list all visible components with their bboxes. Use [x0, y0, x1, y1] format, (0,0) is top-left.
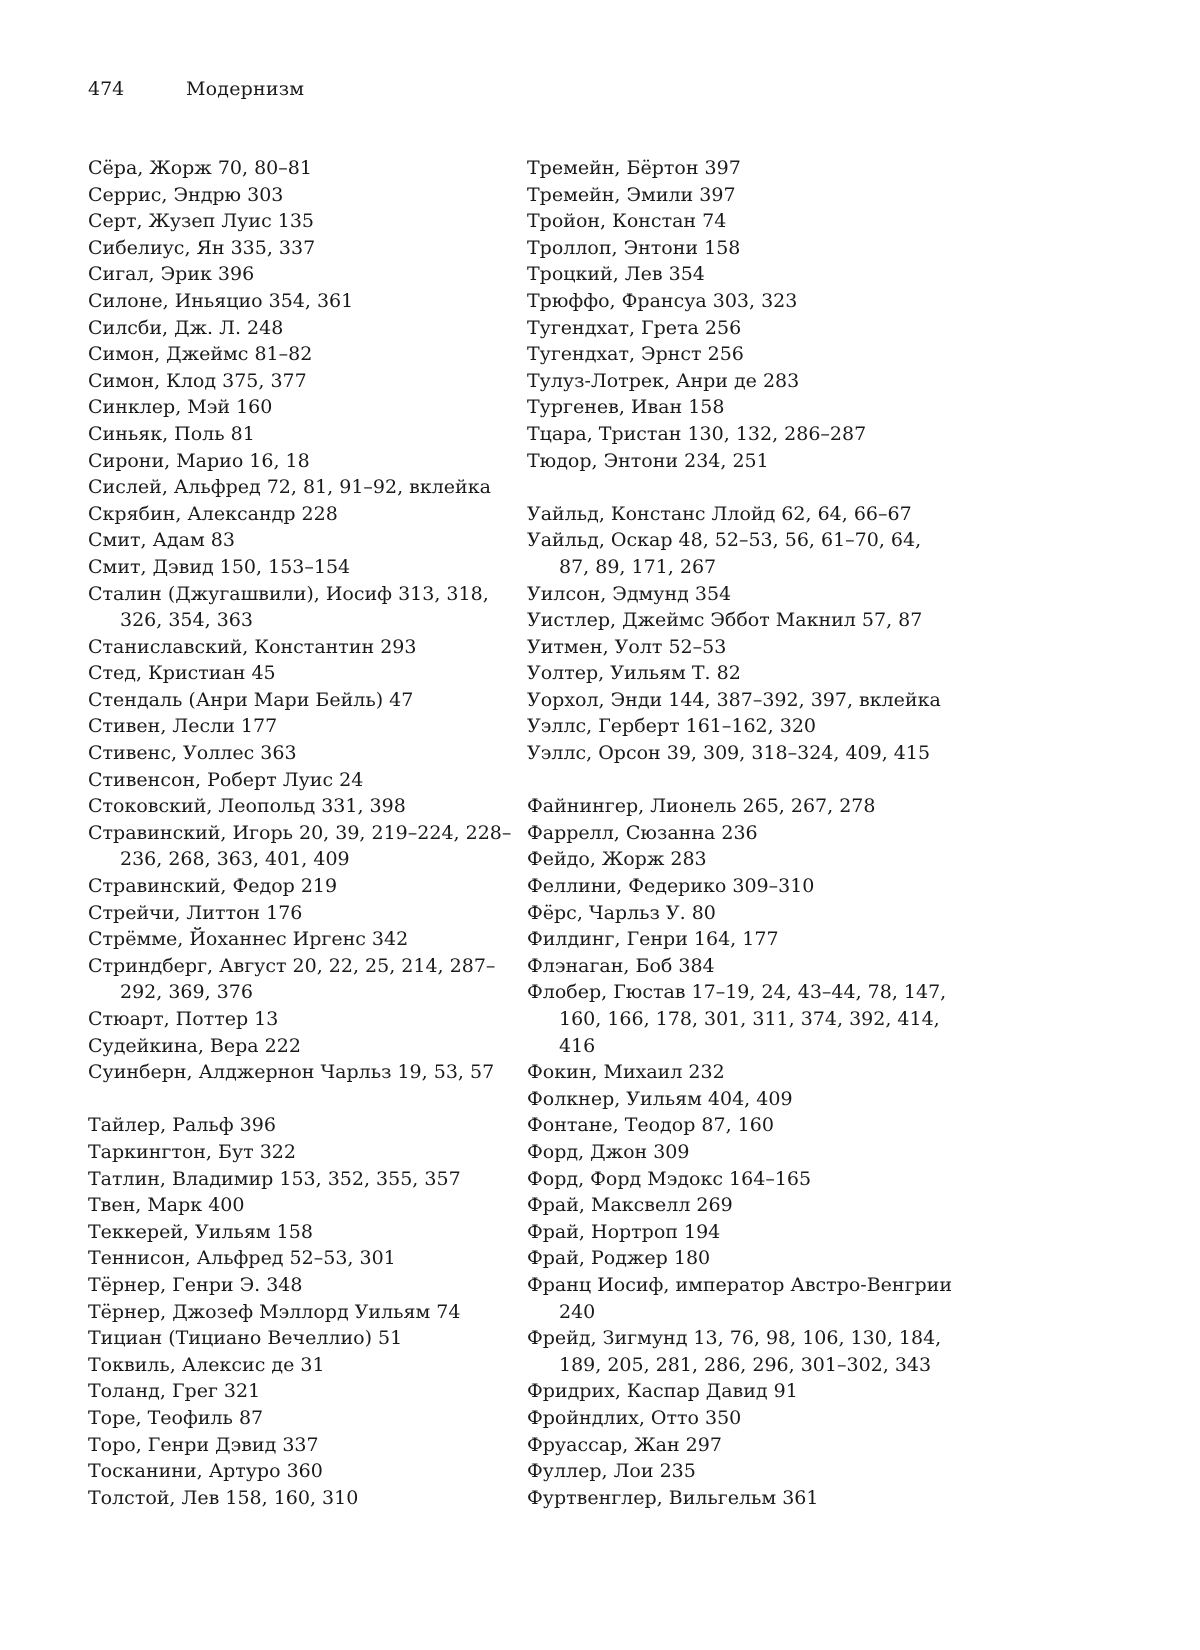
index-entry: Толанд, Грег 321 [88, 1380, 261, 1403]
index-entry: Уистлер, Джеймс Эббот Макнил 57, 87 [527, 609, 923, 632]
index-entry: Уолтер, Уильям Т. 82 [527, 662, 741, 685]
index-entry: Силоне, Иньяцио 354, 361 [88, 289, 354, 312]
index-entry: Фрай, Максвелл 269 [527, 1194, 733, 1217]
index-entry: Синклер, Мэй 160 [88, 396, 273, 419]
index-entry: Троллоп, Энтони 158 [527, 236, 741, 259]
index-entry: Тосканини, Артуро 360 [88, 1460, 323, 1483]
index-entry: Фёрс, Чарльз У. 80 [527, 901, 716, 924]
index-entry: Фридрих, Каспар Давид 91 [527, 1380, 798, 1403]
index-entry: Тайлер, Ральф 396 [88, 1114, 276, 1137]
index-entry: Феллини, Федерико 309–310 [527, 875, 815, 898]
page-header [88, 78, 304, 100]
index-entry: Уайльд, Констанс Ллойд 62, 64, 66–67 [527, 502, 912, 525]
index-entry: Суинберн, Алджернон Чарльз 19, 53, 57 [88, 1061, 495, 1084]
index-entry: Тугендхат, Грета 256 [527, 316, 742, 339]
index-entry: Флэнаган, Боб 384 [527, 954, 715, 977]
index-entry: Сибелиус, Ян 335, 337 [88, 236, 316, 259]
index-entry: Форд, Джон 309 [527, 1140, 690, 1163]
index-entry: Стивенс, Уоллес 363 [88, 742, 297, 765]
index-entry: Тремейн, Эмили 397 [527, 183, 736, 206]
index-entry: Стриндберг, Август 20, 22, 25, 214, 287–292, 369, 376 [88, 954, 496, 1004]
index-entry: Торе, Теофиль 87 [88, 1406, 264, 1429]
index-entry: Татлин, Владимир 153, 352, 355, 357 [88, 1167, 461, 1190]
index-entry: Сёра, Жорж 70, 80–81 [88, 157, 312, 179]
index-entry: Стивен, Лесли 177 [88, 715, 278, 738]
index-entry: Флобер, Гюстав 17–19, 24, 43–44, 78, 147, 160, 166, 178, 301, 311, 374, 392, 414, 416 [527, 981, 947, 1057]
index-entry: Синьяк, Поль 81 [88, 422, 255, 445]
index-entry: Толстой, Лев 158, 160, 310 [88, 1486, 359, 1509]
index-entry: Симон, Джеймс 81–82 [88, 343, 313, 366]
index-entry: Тугендхат, Эрнст 256 [527, 343, 744, 366]
index-entry: Стрейчи, Литтон 176 [88, 901, 303, 924]
index-entry: Фейдо, Жорж 283 [527, 848, 707, 871]
index-entry: Фаррелл, Сюзанна 236 [527, 821, 758, 844]
index-column-right [527, 155, 957, 1511]
index-entry: Троцкий, Лев 354 [527, 263, 705, 286]
index-entry: Таркингтон, Бут 322 [88, 1140, 296, 1163]
index-entry: Филдинг, Генри 164, 177 [527, 928, 779, 951]
index-entry: Скрябин, Александр 228 [88, 502, 338, 525]
index-entry: Уэллс, Герберт 161–162, 320 [527, 715, 816, 738]
index-entry: Теккерей, Уильям 158 [88, 1220, 313, 1243]
index-entry: Файнингер, Лионель 265, 267, 278 [527, 795, 876, 818]
index-entry: Тройон, Констан 74 [527, 210, 727, 233]
index-entry: Форд, Форд Мэдокс 164–165 [527, 1167, 812, 1190]
index-entry: Фрай, Нортроп 194 [527, 1220, 721, 1243]
index-entry: Фонтане, Теодор 87, 160 [527, 1114, 774, 1137]
index-entry: Фокин, Михаил 232 [527, 1061, 725, 1084]
index-entry: Тремейн, Бёртон 397 [527, 157, 741, 179]
index-entry: Тёрнер, Джозеф Мэллорд Уильям 74 [88, 1300, 461, 1323]
page-number: 474 [88, 78, 125, 100]
index-entry: Сирони, Марио 16, 18 [88, 449, 310, 472]
index-entry: Уэллс, Орсон 39, 309, 318–324, 409, 415 [527, 742, 931, 765]
index-entry: Фуллер, Лои 235 [527, 1460, 696, 1483]
index-entry: Фолкнер, Уильям 404, 409 [527, 1087, 793, 1110]
index-entry: Стендаль (Анри Мари Бейль) 47 [88, 688, 414, 711]
index-entry: Торо, Генри Дэвид 337 [88, 1433, 319, 1456]
index-entry: Стивенсон, Роберт Луис 24 [88, 768, 364, 791]
index-entry: Тициан (Тициано Вечеллио) 51 [88, 1327, 403, 1350]
index-entry: Фруассар, Жан 297 [527, 1433, 722, 1456]
index-entry: Тцара, Тристан 130, 132, 286–287 [527, 422, 867, 445]
index-entry: Станиславский, Константин 293 [88, 635, 417, 658]
index-entry: Уилсон, Эдмунд 354 [527, 582, 732, 605]
index-entry: Сталин (Джугашвили), Иосиф 313, 318, 326, 354, 363 [88, 582, 489, 632]
index-entry: Стравинский, Федор 219 [88, 875, 338, 898]
index-entry: Уитмен, Уолт 52–53 [527, 635, 727, 658]
index-entry: Серт, Жузеп Луис 135 [88, 210, 315, 233]
index-entry: Серрис, Эндрю 303 [88, 183, 284, 206]
index-entry: Стюарт, Поттер 13 [88, 1008, 279, 1030]
index-entry: Фрейд, Зигмунд 13, 76, 98, 106, 130, 184, 189, 205, 281, 286, 296, 301–302, 343 [527, 1327, 942, 1376]
index-entry: Фрай, Роджер 180 [527, 1247, 711, 1270]
index-entry: Тюдор, Энтони 234, 251 [527, 449, 769, 472]
index-entry: Токвиль, Алексис де 31 [88, 1353, 325, 1376]
index-entry: Франц Иосиф, император Австро-Венгрии 240 [527, 1273, 953, 1323]
index-entry: Твен, Марк 400 [88, 1194, 245, 1217]
index-entry: Теннисон, Альфред 52–53, 301 [88, 1247, 396, 1270]
index-entry: Тёрнер, Генри Э. 348 [88, 1273, 303, 1296]
index-entry: Сигал, Эрик 396 [88, 263, 255, 286]
index-entry: Стоковский, Леопольд 331, 398 [88, 795, 406, 818]
index-entry: Сислей, Альфред 72, 81, 91–92, вклейка [88, 476, 491, 499]
index-entry: Смит, Дэвид 150, 153–154 [88, 555, 351, 578]
index-entry: Тургенев, Иван 158 [527, 396, 725, 419]
index-entry: Тулуз-Лотрек, Анри де 283 [527, 369, 800, 392]
index-entry: Уорхол, Энди 144, 387–392, 397, вклейка [527, 688, 941, 711]
index-entry: Стед, Кристиан 45 [88, 662, 276, 685]
index-entry: Фуртвенглер, Вильгельм 361 [527, 1486, 819, 1509]
index-entry: Стрёмме, Йоханнес Иргенс 342 [88, 928, 409, 951]
index-entry: Уайльд, Оскар 48, 52–53, 56, 61–70, 64, 87, 89, 171, 267 [527, 529, 922, 578]
index-entry: Симон, Клод 375, 377 [88, 369, 307, 392]
index-entry: Силсби, Дж. Л. 248 [88, 316, 284, 339]
index-entry: Стравинский, Игорь 20, 39, 219–224, 228–236, 268, 363, 401, 409 [88, 821, 512, 871]
running-title: Модернизм [186, 78, 305, 100]
index-entry: Смит, Адам 83 [88, 529, 235, 552]
index-entry: Фройндлих, Отто 350 [527, 1406, 742, 1429]
index-entry: Трюффо, Франсуа 303, 323 [527, 289, 798, 312]
index-entry: Судейкина, Вера 222 [88, 1034, 301, 1057]
index-column-left [88, 155, 518, 1511]
